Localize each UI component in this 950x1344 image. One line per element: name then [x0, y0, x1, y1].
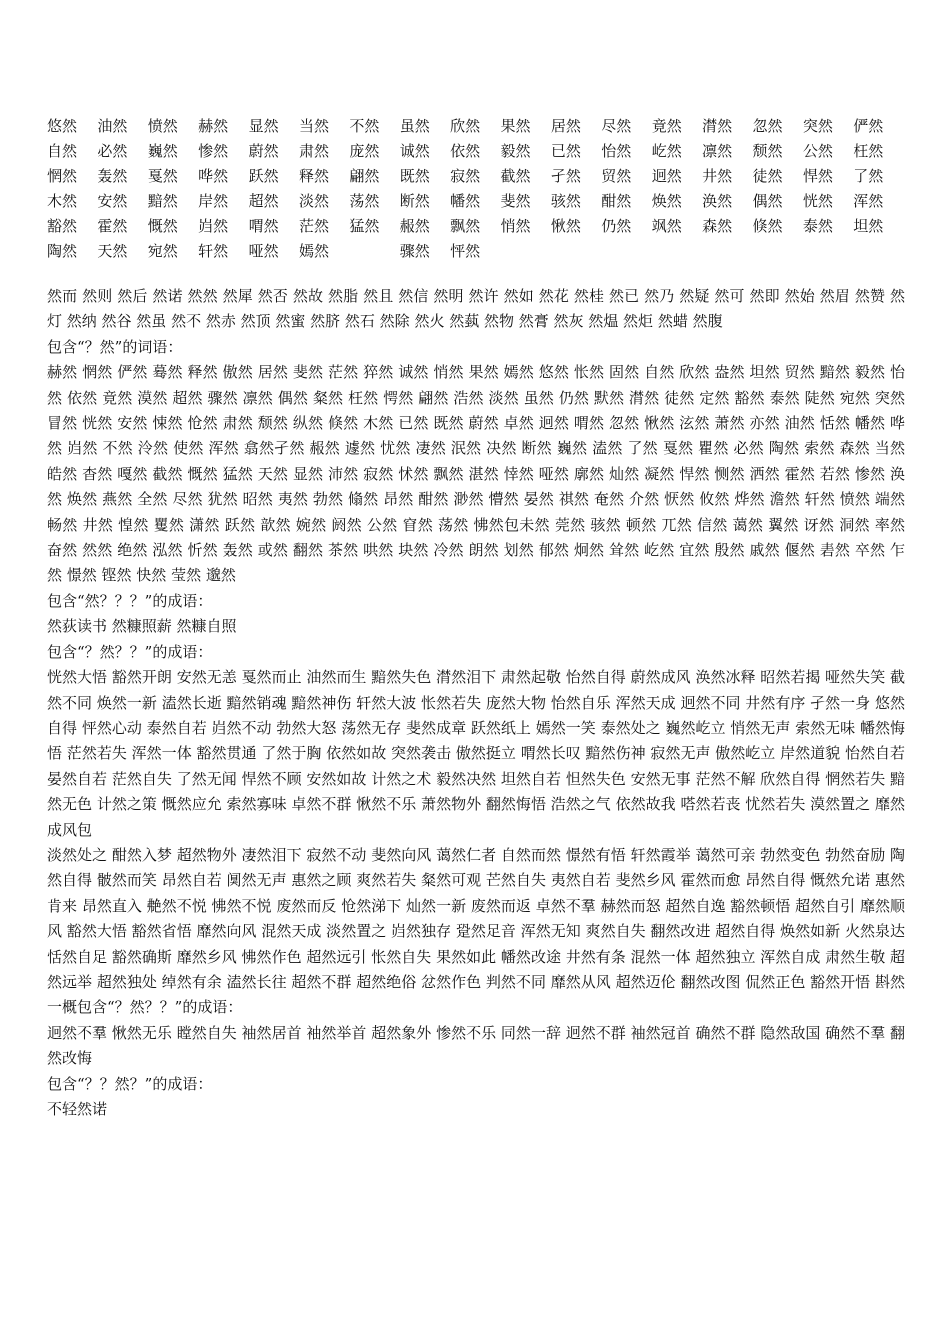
- document-body: [47, 114, 905, 1122]
- grid-word: 仍然: [601, 217, 632, 235]
- grid-word: 涣然: [702, 192, 733, 210]
- grid-word: 不然: [349, 117, 380, 135]
- grid-word: 果然: [500, 117, 531, 135]
- grid-word: 怡然: [601, 142, 632, 160]
- grid-word: 显然: [248, 117, 279, 135]
- grid-word: 油然: [97, 117, 128, 135]
- grid-word: 诚然: [399, 142, 430, 160]
- grid-word: 孑然: [550, 167, 581, 185]
- grid-word: 黯然: [147, 192, 178, 210]
- grid-word: 森然: [702, 217, 733, 235]
- grid-word: 偶然: [752, 192, 783, 210]
- grid-word: 赧然: [399, 217, 430, 235]
- grid-word: 喟然: [248, 217, 279, 235]
- grid-word: 哗然: [198, 167, 229, 185]
- grid-word: 赫然: [198, 117, 229, 135]
- paragraph-idioms-ran-third: 不轻然诺: [47, 1100, 108, 1118]
- grid-word: 翩然: [349, 167, 380, 185]
- grid-word: 依然: [450, 142, 481, 160]
- grid-word: 颓然: [752, 142, 783, 160]
- paragraph-idioms-ran-second-more: 迥然不羣 愀然无乐 瞠然自失 袖然居首 袖然举首 超然象外 惨然不乐 同然一辞 迥然不群 袖然冠首 确然不群 隐然敌国 确然不羣 翻然改悔: [47, 1023, 905, 1068]
- grid-word: 超然: [248, 192, 279, 210]
- grid-word: 轩然: [198, 242, 229, 260]
- grid-word: 蔚然: [248, 142, 279, 160]
- grid-word: 茫然: [298, 217, 329, 235]
- word-grid: [47, 114, 905, 264]
- grid-word: 惘然: [47, 167, 78, 185]
- grid-word: 天然: [97, 242, 128, 260]
- grid-word: 惨然: [198, 142, 229, 160]
- grid-word: 徒然: [752, 167, 783, 185]
- grid-word: 欣然: [450, 117, 481, 135]
- grid-word: 俨然: [853, 117, 884, 135]
- grid-word: 贸然: [601, 167, 632, 185]
- grid-word: 安然: [97, 192, 128, 210]
- grid-word: 陶然: [47, 242, 78, 260]
- paragraph-idioms-ran-second-cont: 淡然处之 酣然入梦 超然物外 凄然泪下 寂然不动 斐然向风 蔼然仁者 自然而然 憬然有悟 轩然霞举 蔼然可亲 勃然变色 勃然奋励 陶然自得 骳然而笑 昂然自若 阒然无声 惠然之顾 爽然若失 粲然可观 芒然自失 夷然自若 斐然乡风 霍然而愈 昂然自得 慨然允诺 惠然肯来 昂然直入 艴然不悦 怫然不悦 废然而反 怆然涕下 灿然一新 废然而返 卓然不羣 赫然而怒 超然自逸 豁然顿悟 超然自引 靡然顺风 豁然大悟 豁然省悟 靡然向风 混然天成 淡然置之 岿然独存 跫然足音 浑然无知 爽然自失 翻然改进 超然自得 焕然如新 火然泉达 恬然自足 豁然确斯 靡然乡风 怫然作色 超然远引 怅然自失 果然如此 幡然改途 井然有条 混然一体 超然独立 浑然自成 肃然生敬 超然远举 超然独处 绰然有余 溘然长往 超然不群 超然绝俗 忿然作色 判然不同 靡然从风 超然迈伦 翻然改图 侃然正色 豁然开悟 斟然一概包含“？然？？”的成语：: [47, 845, 905, 1017]
- heading-words-ending-ran: 包含“？然”的词语：: [47, 337, 183, 356]
- paragraph-idioms-ran-second: 恍然大悟 豁然开朗 安然无恙 戛然而止 油然而生 黯然失色 潸然泪下 肃然起敬 怡然自得 蔚然成风 涣然冰释 昭然若揭 哑然失笑 截然不同 焕然一新 溘然长逝 黯然销魂 黯然神伤 轩然大波 怅然若失 庞然大物 怡然自乐 浑然天成 迥然不同 井然有序 孑然一身 悠然自得 怦然心动 泰然自若 岿然不动 勃然大怒 荡然无存 斐然成章 跃然纸上 嫣然一笑 泰然处之 巍然屹立 悄然无声 索然无味 幡然悔悟 茫然若失 浑然一体 豁然贯通 了然于胸 依然如故 突然袭击 傲然挺立 喟然长叹 黯然伤神 寂然无声 傲然屹立 岸然道貌 怡然自若 晏然自若 茫然自失 了然无闻 悍然不顾 安然如故 计然之术 毅然决然 坦然自若 怛然失色 安然无事 茫然不解 欣然自得 惘然若失 黯然无色 计然之策 慨然应允 索然寡味 卓然不群 愀然不乐 萧然物外 翻然悔悟 浩然之气 依然故我 嗒然若丧 忧然若失 漠然置之 靡然成风包: [47, 668, 905, 839]
- grid-word: 自然: [47, 142, 78, 160]
- grid-word: 寂然: [450, 167, 481, 185]
- grid-word: 宛然: [147, 242, 178, 260]
- grid-word: 斐然: [500, 192, 531, 210]
- grid-word: 已然: [550, 142, 581, 160]
- spacer: [47, 264, 905, 284]
- grid-word: 幡然: [450, 192, 481, 210]
- grid-word: 愤然: [147, 117, 178, 135]
- grid-word: 轰然: [97, 167, 128, 185]
- grid-word: 屹然: [651, 142, 682, 160]
- grid-word: 释然: [298, 167, 329, 185]
- grid-word: 岿然: [198, 217, 229, 235]
- grid-word: 愀然: [550, 217, 581, 235]
- grid-word: 霍然: [97, 217, 128, 235]
- heading-idioms-ran-first: 包含“然？？？”的成语：: [47, 591, 213, 610]
- grid-word: 淡然: [298, 192, 329, 210]
- grid-word: 哑然: [248, 242, 279, 260]
- grid-word: 庞然: [349, 142, 380, 160]
- grid-word: 怦然: [450, 242, 481, 260]
- grid-word: 既然: [399, 167, 430, 185]
- grid-word: 竟然: [651, 117, 682, 135]
- grid-word: 居然: [550, 117, 581, 135]
- grid-word: 跃然: [248, 167, 279, 185]
- grid-word: 悍然: [802, 167, 833, 185]
- grid-word: 断然: [399, 192, 430, 210]
- paragraph-words-ending-ran: 赫然 惘然 俨然 蓦然 释然 傲然 居然 斐然 茫然 猝然 诚然 悄然 果然 嫣然 悠然 怅然 固然 自然 欣然 盎然 坦然 贸然 黯然 毅然 怡然 依然 竟然 漠然 超然 骤然 凛然 偶然 粲然 枉然 愕然 翩然 浩然 淡然 虽然 仍然 默然 潸然 徒然 定然 豁然 泰然 陡然 宛然 突然 冒然 恍然 安然 悚然 怆然 肃然 颓然 纵然 倏然 木然 已然 既然 蔚然 卓然 迥然 喟然 忽然 愀然 泫然 萧然 亦然 油然 恬然 幡然 哗然 岿然 不然 泠然 使然 浑然 翕然孑然 赧然 遽然 忧然 凄然 泯然 决然 断然 巍然 溘然 了然 戛然 瞿然 必然 陶然 索然 森然 当然 皓然 杳然 嘎然 截然 慨然 猛然 天然 显然 沛然 寂然 怵然 飘然 湛然 悻然 哑然 廓然 灿然 凝然 悍然 恻然 洒然 霍然 若然 惨然 涣然 焕然 燕然 全然 尽然 犹然 昭然 夷然 勃然 翛然 昂然 酣然 渺然 懵然 晏然 祺然 奄然 介然 恹然 攸然 烨然 澹然 轩然 愤然 端然 畅然 井然 惶然 矍然 潇然 跃然 歆然 婉然 阏然 公然 窅然 荡然 怫然包未然 莞然 骇然 顿然 兀然 信然 蔼然 翼然 讶然 洞然 率然 奋然 然然 绝然 泓然 忻然 轰然 或然 翻然 茶然 哄然 块然 冷然 朗然 划然 郁然 炯然 耸然 屹然 宜然 殷然 戚然 偃然 砉然 卒然 乍然 憬然 铿然 快然 莹然 邈然: [47, 363, 905, 585]
- grid-word: 猛然: [349, 217, 380, 235]
- paragraph-idioms-ran-first: 然荻读书 然糠照薪 然糠自照: [47, 617, 237, 636]
- grid-word: 飒然: [651, 217, 682, 235]
- grid-word: 凛然: [702, 142, 733, 160]
- grid-word: 公然: [802, 142, 833, 160]
- grid-word: 毅然: [500, 142, 531, 160]
- grid-word: 悄然: [500, 217, 531, 235]
- grid-word: 迥然: [651, 167, 682, 185]
- grid-word: 倏然: [752, 217, 783, 235]
- grid-word: 岸然: [198, 192, 229, 210]
- grid-word: 飘然: [450, 217, 481, 235]
- grid-word: 了然: [853, 167, 884, 185]
- grid-word: 慨然: [147, 217, 178, 235]
- grid-word: 嫣然: [298, 242, 329, 260]
- grid-word: 尽然: [601, 117, 632, 135]
- grid-word: 荡然: [349, 192, 380, 210]
- grid-word: 坦然: [853, 217, 884, 235]
- grid-word: 枉然: [853, 142, 884, 160]
- grid-word: 忽然: [752, 117, 783, 135]
- grid-word: 骇然: [550, 192, 581, 210]
- grid-word: 井然: [702, 167, 733, 185]
- grid-word: 截然: [500, 167, 531, 185]
- paragraph-ran-prefix-words: 然而 然则 然后 然诺 然然 然犀 然否 然故 然脂 然且 然信 然明 然许 然如 然花 然桂 然已 然乃 然疑 然可 然即 然始 然眉 然赞 然灯 然纳 然谷 然虽 然不 然赤 然顶 然蜜 然脐 然石 然除 然火 然蓺 然物 然膏 然灰 然煴 然炬 然蜡 然腹: [47, 287, 905, 331]
- grid-word: 突然: [802, 117, 833, 135]
- grid-word: 戛然: [147, 167, 178, 185]
- grid-word: 潸然: [702, 117, 733, 135]
- grid-word: 泰然: [802, 217, 833, 235]
- grid-word: 木然: [47, 192, 78, 210]
- grid-word: 豁然: [47, 217, 78, 235]
- grid-word: [349, 239, 399, 264]
- grid-word: 巍然: [147, 142, 178, 160]
- grid-word: 肃然: [298, 142, 329, 160]
- grid-word: 当然: [298, 117, 329, 135]
- heading-idioms-ran-third: 包含“？？然？”的成语：: [47, 1074, 213, 1093]
- grid-word: 悠然: [47, 117, 78, 135]
- grid-word: 骤然: [399, 242, 430, 260]
- grid-word: 虽然: [399, 117, 430, 135]
- grid-word: 恍然: [802, 192, 833, 210]
- grid-word: 浑然: [853, 192, 884, 210]
- grid-word: 焕然: [651, 192, 682, 210]
- grid-word: 酣然: [601, 192, 632, 210]
- grid-word: 必然: [97, 142, 128, 160]
- heading-idioms-ran-second: 包含“？然？？”的成语：: [47, 642, 213, 661]
